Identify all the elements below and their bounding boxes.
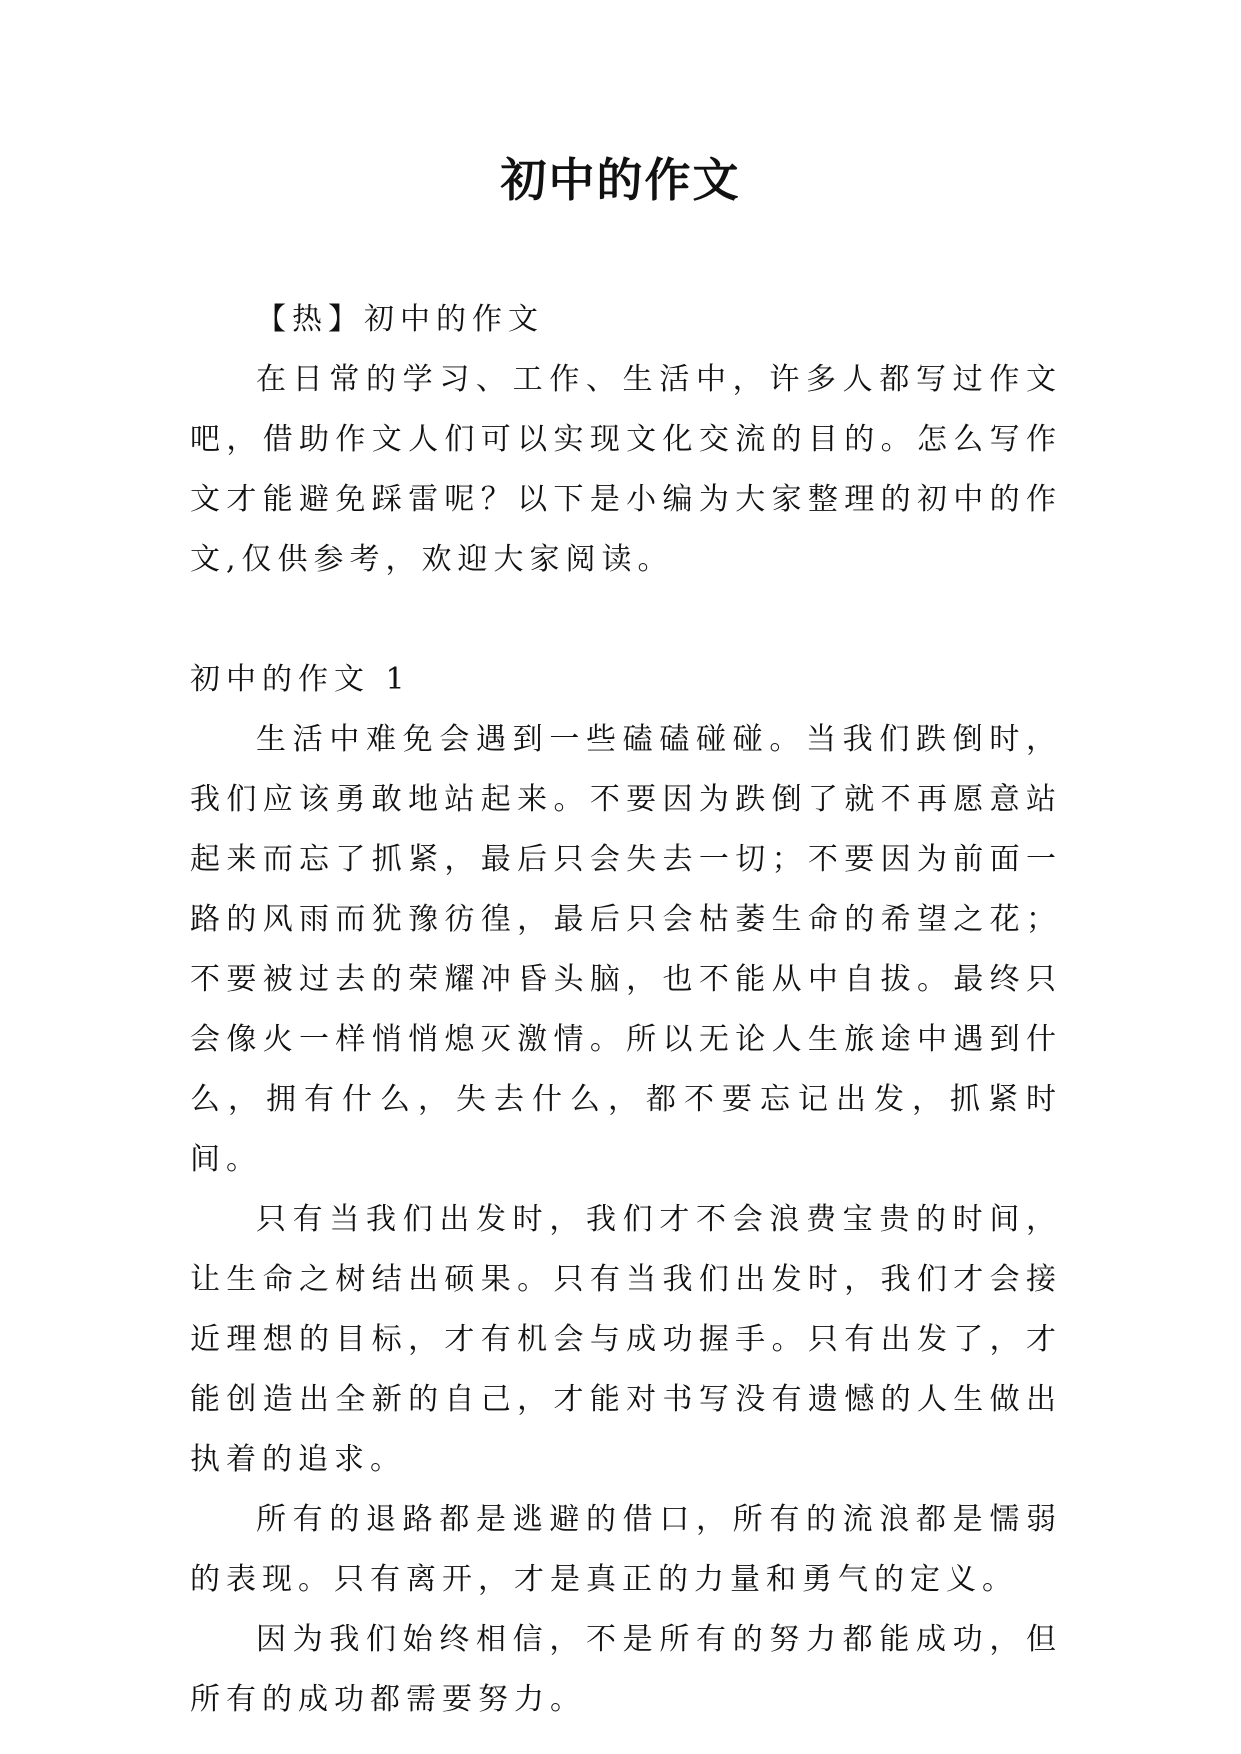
section-spacer [190,590,1062,650]
body-paragraph: 生活中难免会遇到一些磕磕碰碰。当我们跌倒时，我们应该勇敢地站起来。不要因为跌倒了就不再愿意站起来而忘了抓紧，最后只会失去一切；不要因为前面一路的风雨而犹豫彷徨，最后只会枯萎生命的希望之花；不要被过去的荣耀冲昏头脑，也不能从中自拔。最终只会像火一样悄悄熄灭激情。所以无论人生旅途中遇到什么，拥有什么，失去什么，都不要忘记出发，抓紧时间。 [190,722,1062,1177]
body-paragraph: 只有当我们出发时，我们才不会浪费宝贵的时间，让生命之树结出硕果。只有当我们出发时，我们才会接近理想的目标，才有机会与成功握手。只有出发了，才能创造出全新的自己，才能对书写没有遗憾的人生做出执着的追求。 [190,1202,1062,1477]
intro-heading: 【热】初中的作文 [256,302,544,337]
body-paragraph: 因为我们始终相信，不是所有的努力都能成功，但所有的成功都需要努力。 [190,1622,1062,1717]
intro-paragraph: 在日常的学习、工作、生活中，许多人都写过作文吧，借助作文人们可以实现文化交流的目的。怎么写作文才能避免踩雷呢？以下是小编为大家整理的初中的作文,仅供参考，欢迎大家阅读。 [190,362,1062,577]
document-title: 初中的作文 [500,153,741,207]
body-paragraph: 所有的退路都是逃避的借口，所有的流浪都是懦弱的表现。只有离开，才是真正的力量和勇气的定义。 [190,1502,1062,1597]
document-body [190,290,1062,1730]
section-heading: 初中的作文 1 [190,662,411,697]
